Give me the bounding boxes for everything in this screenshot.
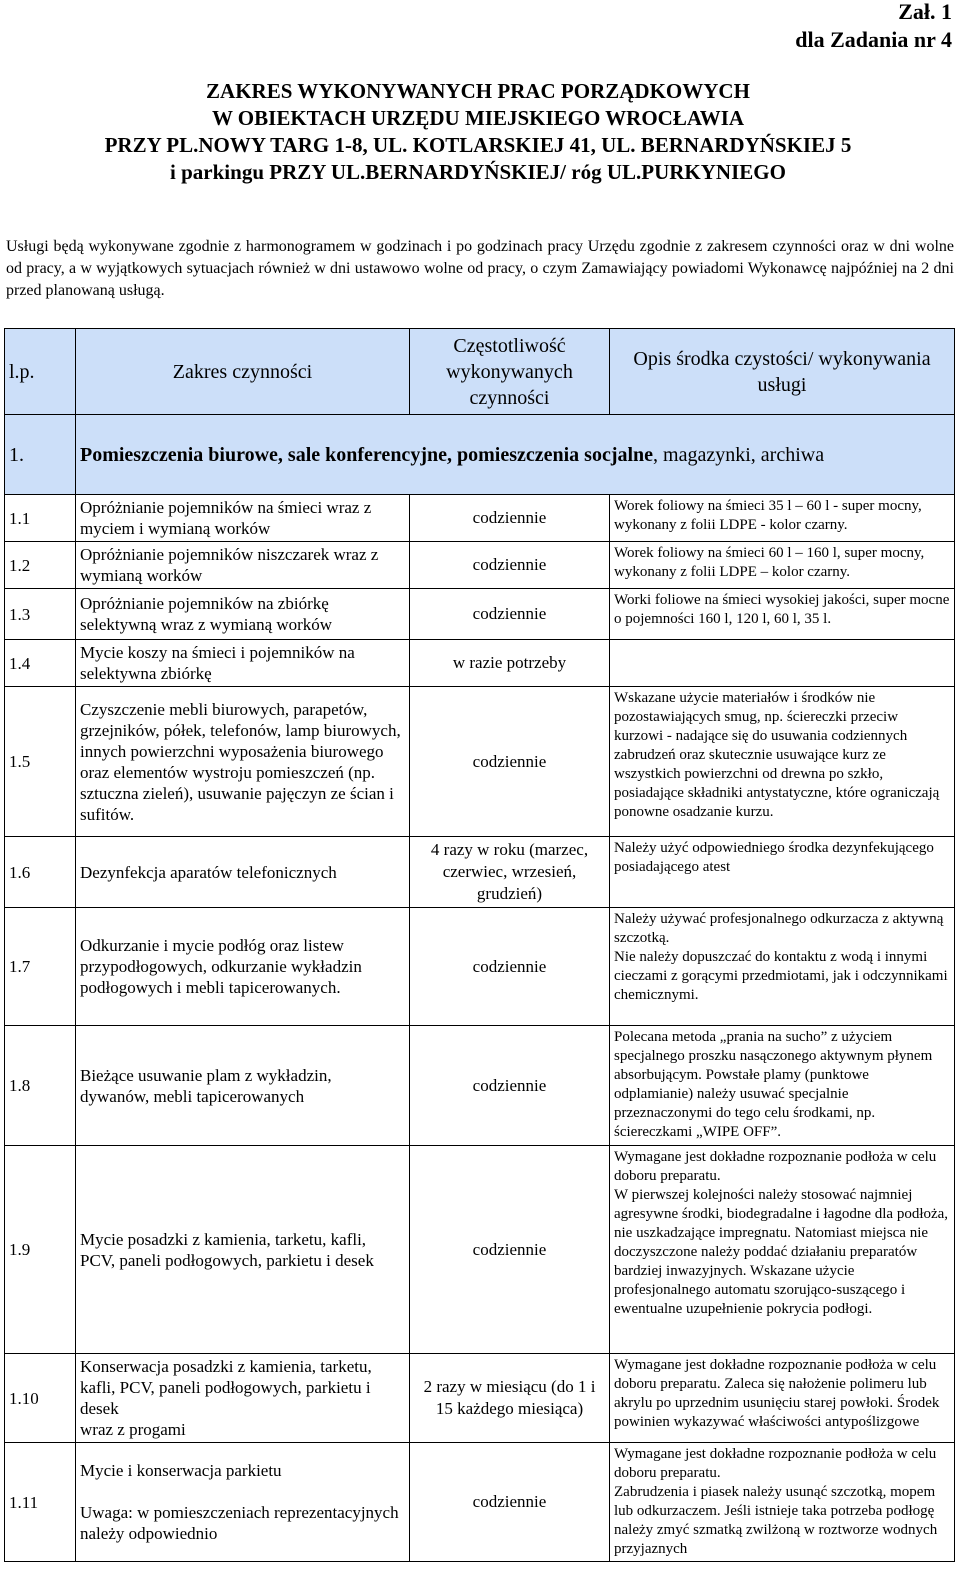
scope-table	[4, 328, 955, 1562]
section-title	[76, 415, 955, 495]
row-number: 1.2	[5, 542, 76, 589]
row-description: Należy używać profesjonalnego odkurzacza z aktywną szczotką. Nie należy dopuszczać do kontaktu z wodą i innymi cieczami z gorącymi przedmiotami, jak i odczynnikami chemicznymi.	[610, 908, 955, 1026]
row-description: Wymagane jest dokładne rozpoznanie podłoża w celu doboru preparatu. Zabrudzenia i piasek należy usunąć szczotką, mopem lub odkurzaczem. Jeśli istnieje taka potrzeba podłogę należy zmyć szmatką zwilżoną w roztworze wodnych przyjaznych	[610, 1443, 955, 1562]
header-lp: l.p.	[5, 329, 76, 415]
row-number: 1.11	[5, 1443, 76, 1562]
table-row	[5, 1354, 955, 1443]
table-row	[5, 542, 955, 589]
row-task: Opróżnianie pojemników na śmieci wraz z myciem i wymianą worków	[76, 495, 410, 542]
row-task: Mycie posadzki z kamienia, tarketu, kafli, PCV, paneli podłogowych, parkietu i desek	[76, 1146, 410, 1354]
row-task: Opróżnianie pojemników na zbiórkę selektywną wraz z wymianą worków	[76, 589, 410, 640]
row-description: Polecana metoda „prania na sucho” z użyciem specjalnego proszku nasączonego aktywnym płynem absorbującym. Powstałe plamy (punktowe odplamianie) należy usuwać specjalnie przeznaczonymi do tego celu środkami, np. ściereczkami „WIPE OFF”.	[610, 1026, 955, 1146]
row-number: 1.9	[5, 1146, 76, 1354]
row-description: Należy użyć odpowiedniego środka dezynfekującego posiadającego atest	[610, 837, 955, 908]
table-row	[5, 1146, 955, 1354]
row-number: 1.5	[5, 687, 76, 837]
row-number: 1.4	[5, 640, 76, 687]
row-frequency: w razie potrzeby	[410, 640, 610, 687]
table-row	[5, 687, 955, 837]
row-task: Opróżnianie pojemników niszczarek wraz z wymianą worków	[76, 542, 410, 589]
section-number: 1.	[5, 415, 76, 495]
header-description: Opis środka czystości/ wykonywania usługi	[610, 329, 955, 415]
title-line-2: W OBIEKTACH URZĘDU MIEJSKIEGO WROCŁAWIA	[211, 106, 745, 130]
row-frequency: codziennie	[410, 495, 610, 542]
row-description: Wymagane jest dokładne rozpoznanie podłoża w celu doboru preparatu. Zaleca się nałożenie polimeru lub akrylu po uprzednim usunięciu starej powłoki. Środek powinien wykazywać właściwości antypoślizgowe	[610, 1354, 955, 1443]
title-line-3: PRZY PL.NOWY TARG 1-8, UL. KOTLARSKIEJ 41, UL. BERNARDYŃSKIEJ 5	[104, 133, 852, 157]
row-task: Mycie koszy na śmieci i pojemników na selektywna zbiórkę	[76, 640, 410, 687]
row-task: Mycie i konserwacja parkietu Uwaga: w pomieszczeniach reprezentacyjnych należy odpowiednio	[76, 1443, 410, 1562]
row-task: Dezynfekcja aparatów telefonicznych	[76, 837, 410, 908]
row-frequency: codziennie	[410, 1146, 610, 1354]
row-description: Worki foliowe na śmieci wysokiej jakości, super mocne o pojemności 160 l, 120 l, 60 l, 35 l.	[610, 589, 955, 640]
row-description: Worek foliowy na śmieci 35 l – 60 l - super mocny, wykonany z folii LDPE - kolor czarny.	[610, 495, 955, 542]
row-frequency: codziennie	[410, 908, 610, 1026]
table-row	[5, 640, 955, 687]
row-frequency: 2 razy w miesiącu (do 1 i 15 każdego miesiąca)	[410, 1354, 610, 1443]
header-scope: Zakres czynności	[76, 329, 410, 415]
row-frequency: codziennie	[410, 687, 610, 837]
table-row	[5, 1443, 955, 1562]
table-row	[5, 837, 955, 908]
row-task: Odkurzanie i mycie podłóg oraz listew przypodłogowych, odkurzanie wykładzin podłogowych i mebli tapicerowanych.	[76, 908, 410, 1026]
attachment-label	[795, 0, 952, 54]
table-row	[5, 1026, 955, 1146]
row-frequency: 4 razy w roku (marzec, czerwiec, wrzesień, grudzień)	[410, 837, 610, 908]
row-description: Wymagane jest dokładne rozpoznanie podłoża w celu doboru preparatu. W pierwszej kolejności należy stosować najmniej agresywne środki, biodegradalne i łagodne dla podłoża, nie uszkadzające impregnatu. Natomiast miejsca nie doczyszczone należy poddać działaniu preparatów bardziej inwazyjnych. Wskazane użycie profesjonalnego automatu szorująco-suszącego i ewentualne uzupełnienie pokrycia podłogi.	[610, 1146, 955, 1354]
table-header-row	[5, 329, 955, 415]
intro-paragraph: Usługi będą wykonywane zgodnie z harmonogramem w godzinach i po godzinach pracy Urzędu zgodnie z zakresem czynności oraz w dni wolne od pracy, a w wyjątkowych sytuacjach również w dni ustawowo wolne od pracy, o czym Zamawiający powiadomi Wykonawcę najpóźniej na 2 dni przed planowaną usługą.	[6, 238, 954, 299]
row-number: 1.7	[5, 908, 76, 1026]
row-task: Bieżące usuwanie plam z wykładzin, dywanów, mebli tapicerowanych	[76, 1026, 410, 1146]
row-number: 1.6	[5, 837, 76, 908]
row-description	[610, 640, 955, 687]
section-row	[5, 415, 955, 495]
row-task: Czyszczenie mebli biurowych, parapetów, grzejników, półek, telefonów, lamp biurowych, innych powierzchni wyposażenia biurowego oraz elementów wystroju pomieszczeń (np. sztuczna zieleń), usuwanie pajęczyn ze ścian i sufitów.	[76, 687, 410, 837]
row-task: Konserwacja posadzki z kamienia, tarketu, kafli, PCV, paneli podłogowych, parkietu i desek wraz z progami	[76, 1354, 410, 1443]
row-frequency: codziennie	[410, 542, 610, 589]
table-row	[5, 589, 955, 640]
attachment-line-1: Zał. 1	[898, 0, 952, 24]
row-frequency: codziennie	[410, 589, 610, 640]
row-number: 1.10	[5, 1354, 76, 1443]
row-number: 1.3	[5, 589, 76, 640]
header-frequency: Częstotliwość wykonywanych czynności	[410, 329, 610, 415]
row-description: Wskazane użycie materiałów i środków nie pozostawiających smug, np. ściereczki przeciw kurzowi - nadające się do usuwania codziennych zabrudzeń oraz skutecznie usuwające kurz ze wszystkich powierzchni od drewna po szkło, posiadające składniki antystatyczne, które ograniczają ponowne osadzanie kurzu.	[610, 687, 955, 837]
row-number: 1.8	[5, 1026, 76, 1146]
row-number: 1.1	[5, 495, 76, 542]
table-row	[5, 495, 955, 542]
row-description: Worek foliowy na śmieci 60 l – 160 l, super mocny, wykonany z folii LDPE – kolor czarny.	[610, 542, 955, 589]
section-title-bold: Pomieszczenia biurowe, sale konferencyjne, pomieszczenia socjalne	[80, 443, 654, 466]
document-title	[0, 78, 956, 186]
title-line-1: ZAKRES WYKONYWANYCH PRAC PORZĄDKOWYCH	[206, 79, 750, 103]
section-title-rest: , magazynki, archiwa	[653, 443, 825, 466]
table-row	[5, 908, 955, 1026]
title-line-4: i parkingu PRZY UL.BERNARDYŃSKIEJ/ róg UL.PURKYNIEGO	[170, 160, 786, 184]
row-frequency: codziennie	[410, 1026, 610, 1146]
attachment-line-2: dla Zadania nr 4	[795, 27, 952, 52]
row-frequency: codziennie	[410, 1443, 610, 1562]
